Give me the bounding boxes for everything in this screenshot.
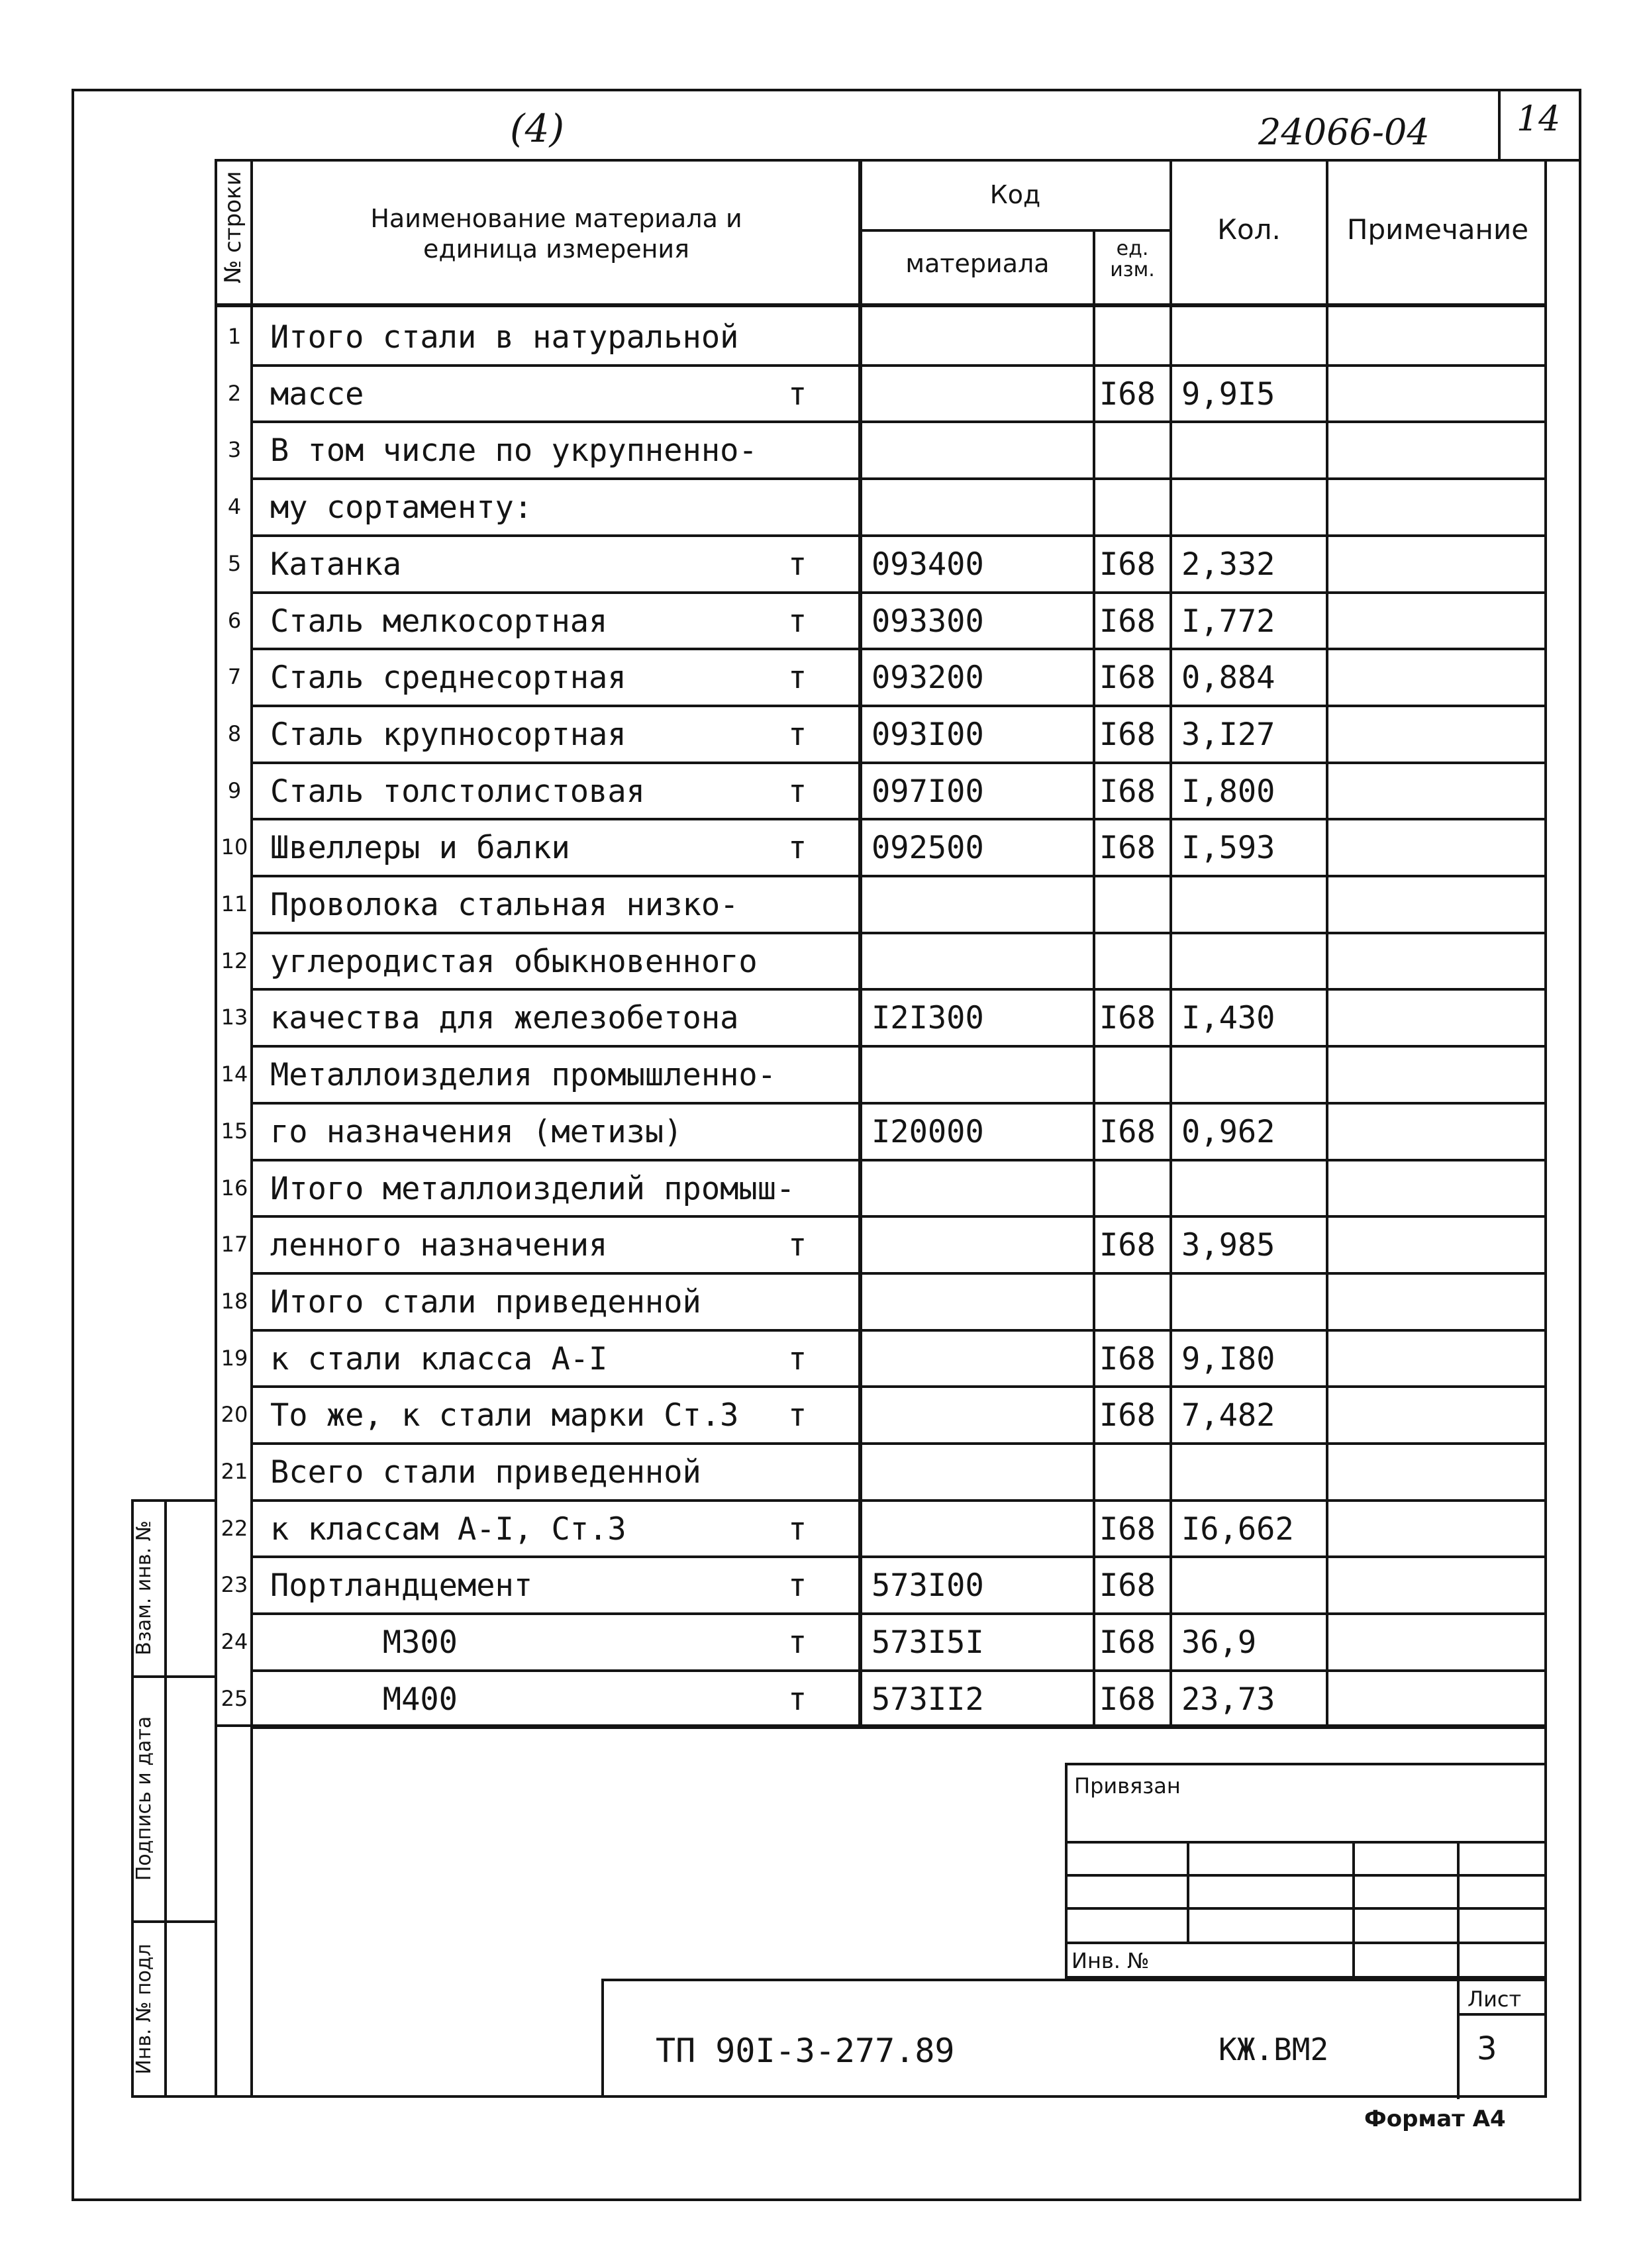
row-separator xyxy=(250,591,1547,594)
row-number: 10 xyxy=(221,834,248,860)
row-unit: т xyxy=(788,1340,807,1377)
row-material-name: го назначения (метизы) xyxy=(270,1113,683,1150)
row-number: 23 xyxy=(221,1572,248,1598)
row-material-name: Сталь мелкосортная xyxy=(270,603,608,640)
row-material-code: I2I300 xyxy=(871,1000,984,1037)
row-separator xyxy=(250,477,1547,480)
row-material-name: Итого стали в натуральной xyxy=(270,319,739,356)
row-material-code: 097I00 xyxy=(871,773,984,810)
row-separator xyxy=(250,705,1547,707)
row-material-name: Всего стали приведенной xyxy=(270,1454,701,1491)
row-material-name: му сортаменту: xyxy=(270,489,533,526)
row-quantity: 9,9I5 xyxy=(1181,375,1275,413)
row-quantity: 36,9 xyxy=(1181,1624,1257,1661)
row-material-code: 092500 xyxy=(871,830,984,867)
row-quantity: 2,332 xyxy=(1181,546,1275,583)
row-material-code: 573II2 xyxy=(871,1681,984,1718)
row-number: 9 xyxy=(227,777,242,803)
row-unit-code: I68 xyxy=(1099,1681,1156,1718)
row-material-code: 093300 xyxy=(871,603,984,640)
row-separator xyxy=(250,988,1547,991)
side-podpis-label: Подпись и дата xyxy=(132,1716,156,1881)
header-row-number: № строки xyxy=(220,171,246,283)
row-number: 19 xyxy=(221,1345,248,1371)
row-number: 15 xyxy=(221,1118,248,1144)
right-frame-line xyxy=(1544,1722,1547,2098)
stamp-vline-2 xyxy=(1352,1841,1355,1979)
stamp-sheet-label: Лист xyxy=(1468,1987,1522,2012)
header-code: Код xyxy=(989,180,1041,209)
row-number: 17 xyxy=(221,1232,248,1257)
row-number: 13 xyxy=(221,1005,248,1030)
row-material-name: Итого металлоизделий промыш- xyxy=(270,1170,795,1207)
row-separator xyxy=(250,1329,1547,1332)
stamp-sheet-divider xyxy=(1457,2013,1547,2016)
format-label: Формат А4 xyxy=(1364,2106,1506,2132)
row-separator xyxy=(250,1385,1547,1388)
stamp-privyazan-label: Привязан xyxy=(1074,1773,1181,1799)
row-separator xyxy=(250,762,1547,764)
col-line-3 xyxy=(1093,230,1095,1727)
row-material-name: Металлоизделия промышленно- xyxy=(270,1057,777,1094)
row-number: 21 xyxy=(221,1459,248,1484)
stamp-sheet-number: 3 xyxy=(1477,2030,1497,2067)
side-strip-divider xyxy=(164,1499,167,2098)
row-material-code: 093200 xyxy=(871,660,984,697)
archive-number: 24066-04 xyxy=(1258,111,1430,153)
row-material-name: Проволока стальная низко- xyxy=(270,887,739,923)
row-separator xyxy=(250,364,1547,367)
row-quantity: I6,662 xyxy=(1181,1510,1294,1548)
row-unit-code: I68 xyxy=(1099,1227,1156,1264)
row-separator xyxy=(250,1272,1547,1275)
row-material-code: 573I5I xyxy=(871,1624,984,1661)
row-unit-code: I68 xyxy=(1099,1000,1156,1037)
table-frame xyxy=(215,159,1547,1727)
code-sub-line xyxy=(858,229,1171,232)
row-separator xyxy=(250,932,1547,934)
row-separator xyxy=(250,1045,1547,1048)
stamp-line-1 xyxy=(1065,1841,1547,1844)
sheet-mark: (4) xyxy=(510,106,565,151)
side-strip-line-1 xyxy=(131,1675,217,1678)
row-material-code: 573I00 xyxy=(871,1567,984,1604)
row-material-name: качества для железобетона xyxy=(270,1000,739,1037)
row-unit: т xyxy=(788,1681,807,1718)
row-unit: т xyxy=(788,546,807,583)
row-unit: т xyxy=(788,1397,807,1434)
row-unit-code: I68 xyxy=(1099,773,1156,810)
row-number: 20 xyxy=(221,1402,248,1428)
row-quantity: I,772 xyxy=(1181,603,1275,640)
row-separator xyxy=(250,1612,1547,1615)
row-quantity: 7,482 xyxy=(1181,1397,1275,1434)
row-unit: т xyxy=(788,1510,807,1548)
row-unit-code: I68 xyxy=(1099,375,1156,413)
row-unit-code: I68 xyxy=(1099,660,1156,697)
col-line-5 xyxy=(1326,159,1328,1727)
row-number: 4 xyxy=(227,494,242,520)
row-unit-code: I68 xyxy=(1099,546,1156,583)
row-number: 2 xyxy=(227,380,242,406)
side-inv-label: Инв. № подл xyxy=(132,1944,156,2075)
row-separator xyxy=(250,1159,1547,1161)
row-material-name: Портландцемент xyxy=(270,1567,533,1604)
row-number: 16 xyxy=(221,1175,248,1201)
row-unit: т xyxy=(788,716,807,753)
row-quantity: I,430 xyxy=(1181,1000,1275,1037)
row-separator xyxy=(250,818,1547,820)
page-number: 14 xyxy=(1517,99,1561,139)
row-material-name: В том числе по укрупненно- xyxy=(270,432,758,469)
row-unit: т xyxy=(788,1227,807,1264)
row-material-name: Катанка xyxy=(270,546,402,583)
row-unit: т xyxy=(788,375,807,413)
row-unit: т xyxy=(788,830,807,867)
row-unit-code: I68 xyxy=(1099,1510,1156,1548)
row-number: 1 xyxy=(227,324,242,349)
row-number: 5 xyxy=(227,550,242,576)
row-separator xyxy=(250,1669,1547,1672)
row-material-code: I20000 xyxy=(871,1113,984,1150)
row-material-name: Сталь толстолистовая xyxy=(270,773,645,810)
row-material-name: М400 xyxy=(270,1681,458,1718)
row-material-name: М300 xyxy=(270,1624,458,1661)
col-line-1 xyxy=(250,159,253,2098)
row-material-name: к классам А-I, Ст.3 xyxy=(270,1510,626,1548)
header-code-material: материала xyxy=(905,249,1050,278)
row-number: 8 xyxy=(227,720,242,746)
row-material-name: Сталь крупносортная xyxy=(270,716,626,753)
row-material-name: углеродистая обыкновенного xyxy=(270,943,758,980)
row-separator xyxy=(250,875,1547,877)
row-unit-code: I68 xyxy=(1099,1113,1156,1150)
row-material-name: Швеллеры и балки xyxy=(270,830,570,867)
row-quantity: 23,73 xyxy=(1181,1681,1275,1718)
row-quantity: 0,962 xyxy=(1181,1113,1275,1150)
header-code-unit: ед. изм. xyxy=(1110,237,1155,281)
row-unit-code: I68 xyxy=(1099,1624,1156,1661)
row-unit: т xyxy=(788,1567,807,1604)
row-material-name: ленного назначения xyxy=(270,1227,608,1264)
stamp-line-2 xyxy=(1065,1874,1547,1877)
row-quantity: I,800 xyxy=(1181,773,1275,810)
row-quantity: 3,I27 xyxy=(1181,716,1275,753)
row-separator xyxy=(250,648,1547,650)
header-divider xyxy=(215,303,1547,307)
row-material-name: Сталь среднесортная xyxy=(270,660,626,697)
row-number: 25 xyxy=(221,1685,248,1711)
row-unit: т xyxy=(788,603,807,640)
row-number: 24 xyxy=(221,1629,248,1655)
row-number: 18 xyxy=(221,1288,248,1314)
row-number: 14 xyxy=(221,1061,248,1087)
row-quantity: I,593 xyxy=(1181,830,1275,867)
row-material-name: массе xyxy=(270,375,364,413)
row-number: 11 xyxy=(221,891,248,916)
stamp-line-3 xyxy=(1065,1907,1547,1910)
col-line-2 xyxy=(858,159,862,1727)
row-material-code: 093400 xyxy=(871,546,984,583)
stamp-line-4 xyxy=(1065,1942,1547,1944)
stamp-set-code: КЖ.ВМ2 xyxy=(1219,2032,1329,2067)
row-unit-code: I68 xyxy=(1099,716,1156,753)
stamp-inv-label: Инв. № xyxy=(1071,1948,1150,1973)
row-number: 12 xyxy=(221,948,248,973)
row-separator xyxy=(250,1442,1547,1445)
row-separator xyxy=(250,1215,1547,1218)
header-material-name: Наименование материала и единица измерения xyxy=(370,204,742,264)
stamp-vline-1 xyxy=(1187,1841,1189,1944)
bottom-frame-line xyxy=(215,2095,1547,2098)
row-number: 6 xyxy=(227,607,242,633)
row-separator xyxy=(250,420,1547,423)
row-unit-code: I68 xyxy=(1099,603,1156,640)
row-unit-code: I68 xyxy=(1099,1340,1156,1377)
row-number: 3 xyxy=(227,437,242,463)
row-separator xyxy=(250,1555,1547,1558)
row-separator xyxy=(250,1499,1547,1502)
row-material-name: Итого стали приведенной xyxy=(270,1283,701,1320)
row-separator xyxy=(250,1726,1547,1729)
row-quantity: 3,985 xyxy=(1181,1227,1275,1264)
row-separator xyxy=(250,1102,1547,1105)
row-unit-code: I68 xyxy=(1099,1567,1156,1604)
row-unit: т xyxy=(788,773,807,810)
row-quantity: 9,I80 xyxy=(1181,1340,1275,1377)
row-number: 22 xyxy=(221,1515,248,1541)
row-material-name: к стали класса А-I xyxy=(270,1340,608,1377)
col-line-4 xyxy=(1170,159,1172,1727)
header-note: Примечание xyxy=(1346,213,1529,246)
row-material-name: То же, к стали марки Ст.3 xyxy=(270,1397,739,1434)
row-unit: т xyxy=(788,1624,807,1661)
row-unit-code: I68 xyxy=(1099,830,1156,867)
row-unit: т xyxy=(788,660,807,697)
row-material-code: 093I00 xyxy=(871,716,984,753)
stamp-doc-code: ТП 90I-3-277.89 xyxy=(656,2032,955,2070)
row-separator xyxy=(250,534,1547,537)
row-number: 7 xyxy=(227,664,242,690)
row-quantity: 0,884 xyxy=(1181,660,1275,697)
row-unit-code: I68 xyxy=(1099,1397,1156,1434)
side-vzam-label: Взам. инв. № xyxy=(132,1520,156,1655)
header-quantity: Кол. xyxy=(1217,213,1281,246)
